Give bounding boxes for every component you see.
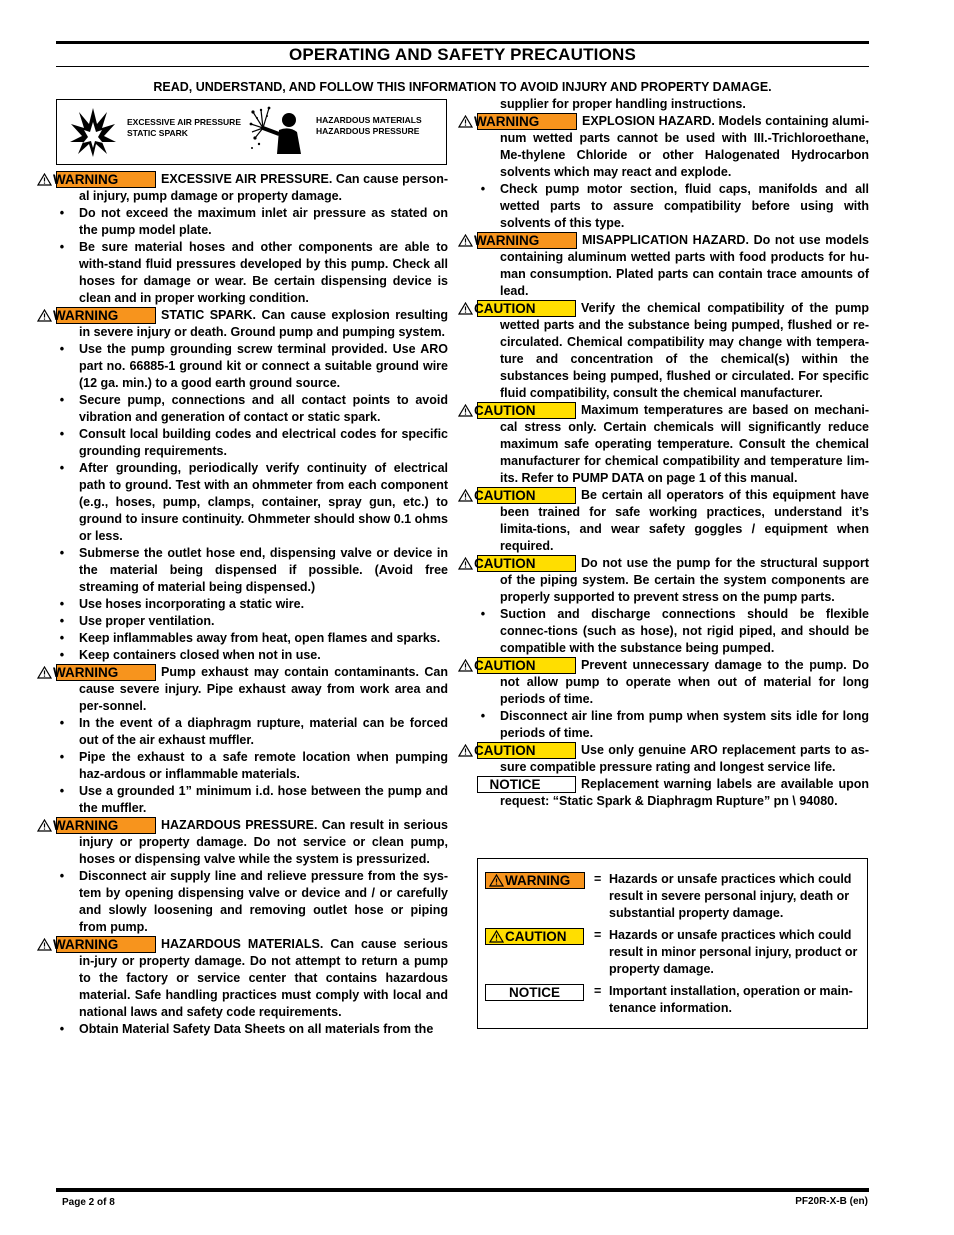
- bullet-icon: •: [59, 716, 65, 730]
- bullet-icon: •: [480, 607, 486, 621]
- hazard-splash-icon: [249, 104, 307, 160]
- legend-warning-text: Hazards or unsafe practices which could result in severe personal injury, death or substantial property damage.: [609, 872, 852, 920]
- caution-tag: CAUTION: [477, 402, 576, 419]
- hazard-icon-panel: [56, 99, 447, 165]
- caution-tag: CAUTION: [477, 300, 576, 317]
- notice-paragraph: NOTICE Replacement warning labels are available upon request: “Static Spark & Diaphragm Rupture” pn \ 94080.: [477, 776, 869, 810]
- bullet-item: • Disconnect air supply line and relieve pressure from the sys-tem by opening dispensing valve or device and / or carefully and slowly loosening and removing outlet hose or piping from pump.: [56, 868, 448, 936]
- bullet-item: • Obtain Material Safety Data Sheets on all materials from the: [56, 1021, 448, 1038]
- bullet-icon: •: [59, 631, 65, 645]
- footer-rule: [56, 1188, 869, 1192]
- legend-caution-text: Hazards or unsafe practices which could result in minor personal injury, product or property damage.: [609, 928, 858, 976]
- page-title: OPERATING AND SAFETY PRECAUTIONS: [288, 45, 637, 64]
- caution-paragraph: CAUTION Use only genuine ARO replacement parts to as-sure compatible pressure rating and longest service life.: [477, 742, 869, 776]
- caution-paragraph: CAUTION Be certain all operators of this equipment have been trained for safe working practices, understand it’s limita-tions, and wear safety goggles / equipment when required.: [477, 487, 869, 555]
- caution-paragraph: CAUTION Verify the chemical compatibility of the pump wetted parts and the substance being pumped, flushed or re-circulated. Chemical compatibility may change with tempera-ture and concentration of the chemical(s) within the substances being pumped, flushed or circulated. For specific fluid compatibility, consult the chemical manufacturer.: [477, 300, 869, 402]
- alert-triangle-icon: [37, 938, 52, 951]
- document-id: PF20R-X-B (en): [795, 1196, 868, 1207]
- legend-notice-text: Important installation, operation or main-tenance information.: [609, 984, 853, 1015]
- bullet-icon: •: [59, 427, 65, 441]
- bullet-item: • Disconnect air line from pump when system sits idle for long periods of time.: [477, 708, 869, 742]
- right-column: [474, 96, 869, 810]
- bullet-item: • Consult local building codes and electrical codes for specific grounding requirements.: [56, 426, 448, 460]
- bullet-icon: •: [59, 784, 65, 798]
- bullet-item: • Submerse the outlet hose end, dispensing valve or device in the material being dispensed if possible. (Avoid free streaming of material being dispensed.): [56, 545, 448, 596]
- bullet-item: • Be sure material hoses and other components are able to with-stand fluid pressures developed by this pump. Check all hoses for damage or wear. Be certain dispensing device is clean and in proper working condition.: [56, 239, 448, 307]
- bullet-icon: •: [480, 709, 486, 723]
- bullet-icon: •: [59, 240, 65, 254]
- legend-warning-tag: WARNING: [485, 872, 585, 889]
- caution-paragraph: CAUTION Maximum temperatures are based on mechani-cal stress only. Certain chemicals will significantly reduce maximum safe operating temperature. Consult the chemical manufacturer for chemical compatibility and temperature lim-its. Refer to PUMP DATA on page 1 of this manual.: [477, 402, 869, 487]
- alert-triangle-icon: [458, 234, 473, 247]
- warning-paragraph: WARNING HAZARDOUS PRESSURE. Can result in serious injury or property damage. Do not service or clean pump, hoses or dispensing valve while the system is pressurized.: [56, 817, 448, 868]
- bullet-item: • After grounding, periodically verify continuity of electrical path to ground. Test with an ohmmeter from each component (e.g., hoses, pump, clamps, container, spray gun, etc.) to ground to insure continuity. Ohmmeter should show 0.1 ohms or less.: [56, 460, 448, 545]
- notice-tag: NOTICE: [477, 776, 576, 793]
- bullet-item: • Do not exceed the maximum inlet air pressure as stated on the pump model plate.: [56, 205, 448, 239]
- caution-paragraph: CAUTION Do not use the pump for the structural support of the piping system. Be certain the system components are properly supported to prevent stress on the pump parts.: [477, 555, 869, 606]
- bullet-icon: •: [59, 461, 65, 475]
- caution-tag: CAUTION: [477, 555, 576, 572]
- warning-triangle-icon: [489, 874, 504, 887]
- alert-triangle-icon: [458, 744, 473, 757]
- alert-triangle-icon: [458, 489, 473, 502]
- bullet-item: • Pipe the exhaust to a safe remote location when pumping haz-ardous or inflammable materials.: [56, 749, 448, 783]
- header-rule-thin: [56, 66, 869, 67]
- caution-triangle-icon: [489, 930, 504, 943]
- warning-tag: WARNING: [56, 936, 156, 953]
- bullet-icon: •: [59, 597, 65, 611]
- bullet-item: • In the event of a diaphragm rupture, material can be forced out of the air exhaust muffler.: [56, 715, 448, 749]
- bullet-icon: •: [59, 869, 65, 883]
- bullet-item: • Check pump motor section, fluid caps, manifolds and all wetted parts to assure compatibility before using with solvents of this type.: [477, 181, 869, 232]
- left-column: [53, 171, 448, 1038]
- page-subtitle: READ, UNDERSTAND, AND FOLLOW THIS INFORMATION TO AVOID INJURY AND PROPERTY DAMAGE.: [153, 80, 772, 94]
- alert-triangle-icon: [458, 659, 473, 672]
- bullet-item: • Suction and discharge connections should be flexible connec-tions (such as hose), not rigid piped, and should be compatible with the substance being pumped.: [477, 606, 869, 657]
- legend-caution-tag: CAUTION: [485, 928, 584, 945]
- warning-tag: WARNING: [477, 232, 577, 249]
- alert-triangle-icon: [37, 173, 52, 186]
- bullet-icon: •: [59, 206, 65, 220]
- warning-paragraph: WARNING STATIC SPARK. Can cause explosion resulting in severe injury or death. Ground pump and pumping system.: [56, 307, 448, 341]
- page-number: Page 2 of 8: [62, 1197, 115, 1208]
- alert-triangle-icon: [458, 302, 473, 315]
- warning-tag: WARNING: [56, 171, 156, 188]
- signal-word-legend: WARNING = Hazards or unsafe practices which could result in severe personal injury, death or substantial property damage. CAUTION = Hazards or unsafe practices which could result in minor personal injury, product or property damage. NOTICE = Important installation, operation or main-tenance information.: [477, 858, 868, 1029]
- caution-tag: CAUTION: [477, 742, 576, 759]
- bullet-item: • Secure pump, connections and all contact points to avoid vibration and generation of contact or static spark.: [56, 392, 448, 426]
- alert-triangle-icon: [458, 404, 473, 417]
- bullet-item: • Use hoses incorporating a static wire.: [56, 596, 448, 613]
- bullet-icon: •: [59, 750, 65, 764]
- alert-triangle-icon: [37, 666, 52, 679]
- alert-triangle-icon: [458, 115, 473, 128]
- bullet-icon: •: [480, 182, 486, 196]
- icon-label-hazardous-materials: HAZARDOUS MATERIALS: [316, 115, 422, 125]
- warning-tag: WARNING: [56, 817, 156, 834]
- bullet-item: • Keep containers closed when not in use.: [56, 647, 448, 664]
- warning-tag: WARNING: [56, 664, 156, 681]
- bullet-icon: •: [59, 546, 65, 560]
- icon-label-excessive-air: EXCESSIVE AIR PRESSURE: [127, 117, 241, 127]
- continued-text: supplier for proper handling instructions.: [500, 97, 746, 111]
- warning-paragraph: WARNING Pump exhaust may contain contaminants. Can cause severe injury. Pipe exhaust away from work area and per-sonnel.: [56, 664, 448, 715]
- bullet-icon: •: [59, 393, 65, 407]
- bullet-icon: •: [59, 1022, 65, 1036]
- bullet-icon: •: [59, 648, 65, 662]
- warning-tag: WARNING: [477, 113, 577, 130]
- alert-triangle-icon: [458, 557, 473, 570]
- warning-paragraph: WARNING HAZARDOUS MATERIALS. Can cause serious in-jury or property damage. Do not attempt to return a pump to the factory or service center that contains hazardous material. Safe handling practices must comply with local and national laws and safety code requirements.: [56, 936, 448, 1021]
- warning-paragraph: WARNING MISAPPLICATION HAZARD. Do not use models containing aluminum wetted parts with food products for hu-man consumption. Plated parts can contain trace amounts of lead.: [477, 232, 869, 300]
- bullet-item: • Use proper ventilation.: [56, 613, 448, 630]
- header-rule: [56, 41, 869, 44]
- bullet-item: • Use the pump grounding screw terminal provided. Use ARO part no. 66885-1 ground kit or connect a suitable ground wire (12 ga. min.) to a good earth ground source.: [56, 341, 448, 392]
- icon-label-static-spark: STATIC SPARK: [127, 128, 188, 138]
- warning-paragraph: WARNING EXPLOSION HAZARD. Models containing alumi-num wetted parts cannot be used with III.-Trichloroethane, Me-thylene Chloride or other Halogenated Hydrocarbon solvents which may react and explode.: [477, 113, 869, 181]
- explosion-icon: [69, 106, 117, 158]
- warning-tag: WARNING: [56, 307, 156, 324]
- legend-notice-tag: NOTICE: [485, 984, 584, 1001]
- bullet-icon: •: [59, 614, 65, 628]
- caution-paragraph: CAUTION Prevent unnecessary damage to the pump. Do not allow pump to operate when out of material for long periods of time.: [477, 657, 869, 708]
- warning-paragraph: WARNING EXCESSIVE AIR PRESSURE. Can cause person-al injury, pump damage or property damage.: [56, 171, 448, 205]
- bullet-icon: •: [59, 342, 65, 356]
- bullet-item: • Keep inflammables away from heat, open flames and sparks.: [56, 630, 448, 647]
- icon-label-hazardous-pressure: HAZARDOUS PRESSURE: [316, 126, 420, 136]
- bullet-item: • Use a grounded 1” minimum i.d. hose between the pump and the muffler.: [56, 783, 448, 817]
- alert-triangle-icon: [37, 819, 52, 832]
- alert-triangle-icon: [37, 309, 52, 322]
- caution-tag: CAUTION: [477, 487, 576, 504]
- caution-tag: CAUTION: [477, 657, 576, 674]
